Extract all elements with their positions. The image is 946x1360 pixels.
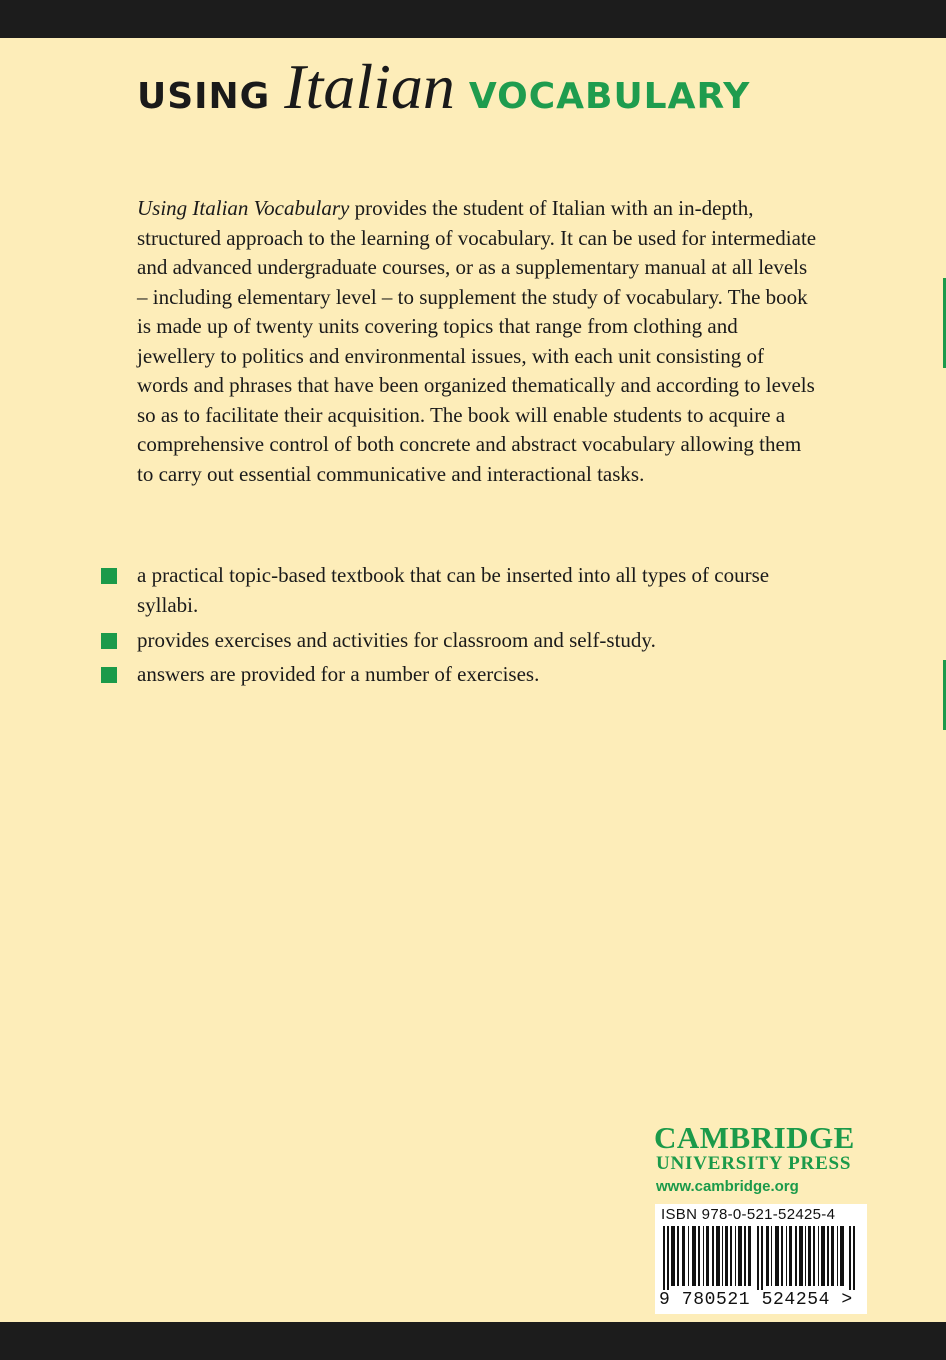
publisher-name: CAMBRIDGE xyxy=(654,1120,855,1155)
isbn-label: ISBN 978-0-521-52425-4 xyxy=(661,1206,836,1223)
bullet-square-icon xyxy=(101,568,117,584)
title-italian: Italian xyxy=(284,51,455,122)
bullet-square-icon xyxy=(101,633,117,649)
feature-item: a practical topic-based textbook that can be inserted into all types of course syllabi. xyxy=(137,563,770,617)
bullet-square-icon xyxy=(101,667,117,683)
title-using: USING xyxy=(137,76,271,117)
publisher-subtitle: UNIVERSITY PRESS xyxy=(656,1153,852,1174)
book-description xyxy=(137,194,817,489)
title-vocabulary: VOCABULARY xyxy=(468,76,751,117)
barcode-icon xyxy=(661,1226,861,1290)
feature-item: answers are provided for a number of exercises. xyxy=(137,662,540,686)
feature-item: provides exercises and activities for classroom and self-study. xyxy=(137,628,656,652)
publisher-url[interactable]: www.cambridge.org xyxy=(656,1178,799,1195)
barcode-panel xyxy=(655,1204,867,1314)
description-book-title: Using Italian Vocabulary xyxy=(137,196,350,220)
barcode-digits: 9 780521 524254 > xyxy=(659,1290,853,1310)
book-title xyxy=(137,50,750,120)
description-text: provides the student of Italian with an in-depth, structured approach to the learning of vocabulary. It can be used for intermediate and advanced undergraduate courses, or as a supplementary manual at all levels – including elementary level – to supplement the study of vocabulary. The book is made up of twenty units covering topics that range from clothing and jewellery to politics and environmental issues, with each unit consisting of words and phrases that have been organized thematically and according to levels so as to facilitate their acquisition. The book will enable students to acquire a comprehensive control of both concrete and abstract vocabulary allowing them to carry out essential communicative and interactional tasks. xyxy=(137,196,817,486)
